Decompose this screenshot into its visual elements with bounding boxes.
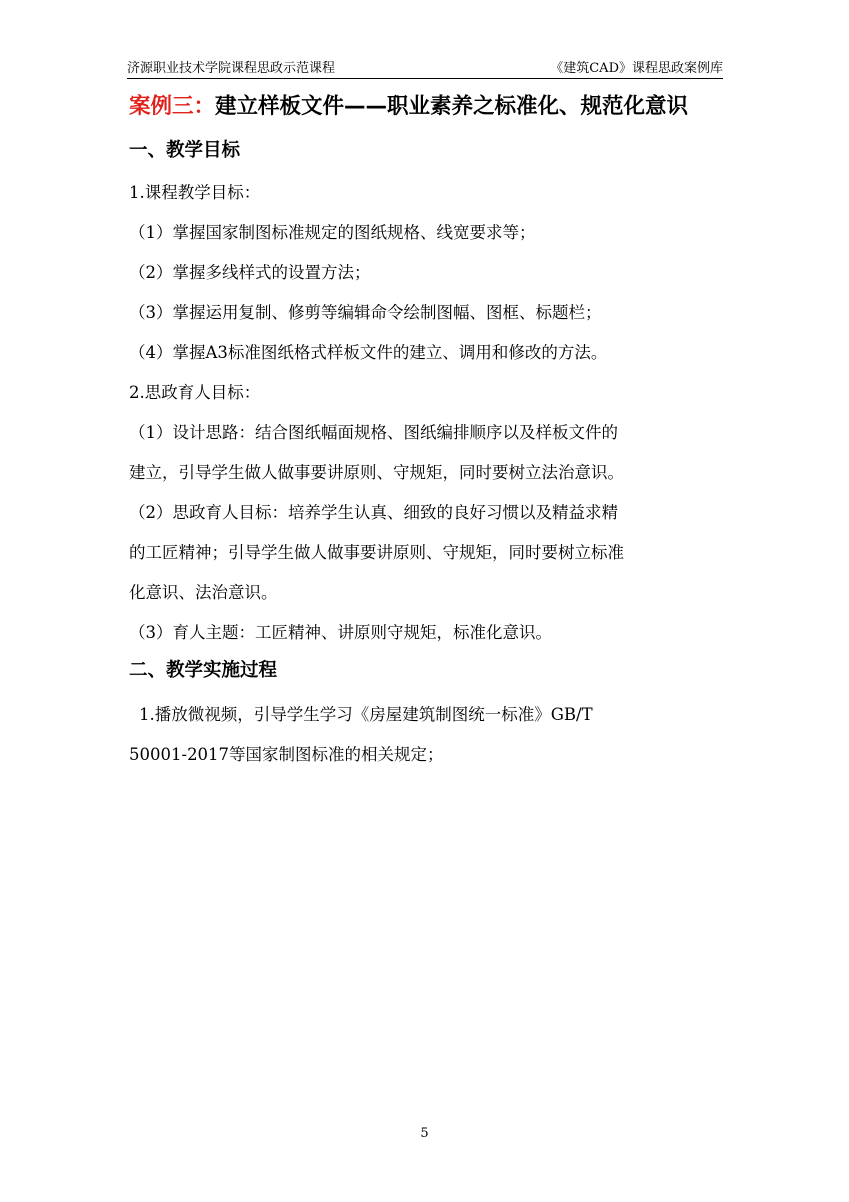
header-divider [127,78,723,79]
page-header [127,62,723,78]
section-heading-implementation: 二、教学实施过程 [129,660,278,681]
title-text: 建立样板文件——职业素养之标准化、规范化意识 [215,94,689,119]
course-goal-item: （4）掌握A3标准图纸格式样板文件的建立、调用和修改的方法。 [129,343,608,362]
paragraph-line: 的工匠精神；引导学生做人做事要讲原则、守规矩，同时要树立标准 [129,543,624,562]
case-label: 案例三： [129,94,216,119]
ideology-goal-item: （3）育人主题：工匠精神、讲原则守规矩，标准化意识。 [129,623,552,642]
document-title [129,90,724,124]
ideology-goal-item [129,496,724,609]
paragraph-line: 化意识、法治意识。 [129,583,278,602]
paragraph-line: （2）思政育人目标：培养学生认真、细致的良好习惯以及精益求精 [129,503,618,522]
implementation-step [129,698,724,771]
paragraph-line: 50001-2017等国家制图标准的相关规定； [129,745,444,764]
ideology-goal-heading: 2.思政育人目标： [129,383,261,402]
header-right-text: 《建筑CAD》课程思政案例库 [550,61,723,76]
course-goal-item: （1）掌握国家制图标准规定的图纸规格、线宽要求等； [129,223,536,242]
section-heading-teaching-goals: 一、教学目标 [129,140,241,161]
course-goal-item: （3）掌握运用复制、修剪等编辑命令绘制图幅、图框、标题栏； [129,303,602,322]
document-body [129,90,724,771]
course-goal-heading: 1.课程教学目标： [129,183,261,202]
page-number: 5 [420,1126,429,1141]
paragraph-line: 1.播放微视频，引导学生学习《房屋建筑制图统一标准》GB/T [139,705,593,724]
course-goal-item: （2）掌握多线样式的设置方法； [129,263,371,282]
header-left-text: 济源职业技术学院课程思政示范课程 [127,61,336,76]
paragraph-line: （1）设计思路：结合图纸幅面规格、图纸编排顺序以及样板文件的 [129,423,618,442]
ideology-goal-item [129,416,724,489]
paragraph-line: 建立，引导学生做人做事要讲原则、守规矩，同时要树立法治意识。 [129,463,624,482]
